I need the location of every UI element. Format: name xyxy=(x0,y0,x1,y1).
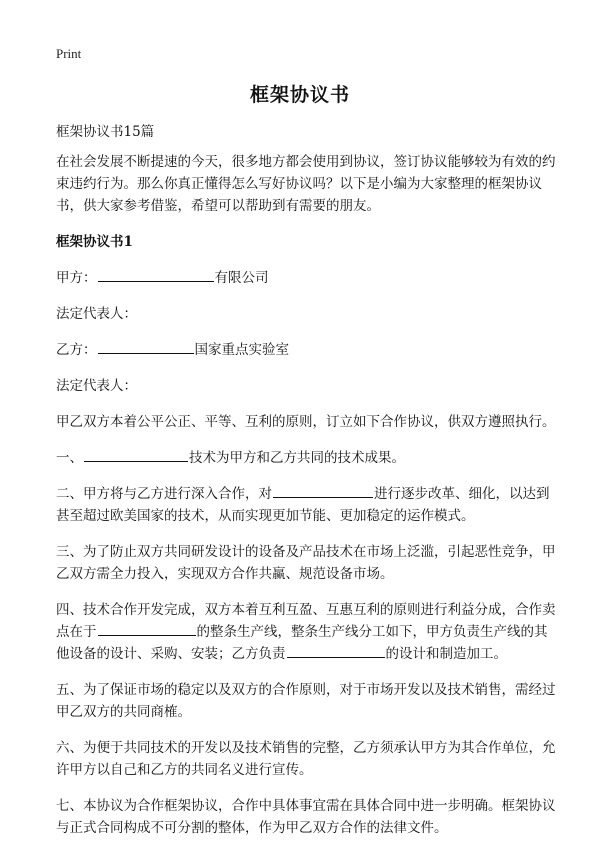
party-b-suffix: 国家重点实验室 xyxy=(194,342,289,358)
clause-6: 六、为便于共同技术的开发以及技术销售的完整，乙方须承认甲方为其合作单位，允许甲方以自己和乙方的共同名义进行宣传。 xyxy=(56,740,556,778)
clause-1-prefix: 一、 xyxy=(56,450,83,466)
clause-4-blank-2 xyxy=(287,643,385,658)
party-b-label: 乙方： xyxy=(56,342,97,358)
intro-paragraph: 在社会发展不断提速的今天，很多地方都会使用到协议，签订协议能够较为有效的约束违约行为。那么你真正懂得怎么写好协议吗？以下是小编为大家整理的框架协议书，供大家参考借鉴，希望可以帮助到有需要的朋友。 xyxy=(56,154,556,214)
clause-4-part3: 的设计和制造加工。 xyxy=(385,646,507,662)
legal-rep-line-b: 法定代表人： xyxy=(56,378,137,394)
clause-1 xyxy=(56,447,556,469)
clause-4-part2: 的整条生产线，整条生产线分工如下，甲方负责生产线的其他设备的设计、采购、安装；乙方负责 xyxy=(56,624,548,662)
party-b-blank xyxy=(98,339,194,354)
document-subtitle: 框架协议书15篇 xyxy=(56,124,155,140)
clause-7: 七、本协议为合作框架协议，合作中具体事宜需在具体合同中进一步明确。框架协议与正式合同构成不可分割的整体，作为甲乙双方合作的法律文件。 xyxy=(56,798,556,836)
clause-1-suffix: 技术为甲方和乙方共同的技术成果。 xyxy=(189,450,405,466)
clause-5: 五、为了保证市场的稳定以及双方的合作原则，对于市场开发以及技术销售，需经过甲乙双方的共同商榷。 xyxy=(56,682,556,720)
clause-4 xyxy=(56,599,556,665)
clause-2-blank xyxy=(273,483,373,498)
party-a-blank xyxy=(98,267,214,282)
clause-2 xyxy=(56,483,556,527)
clause-4-part1: 四、技术合作开发完成，双方本着互利互盈、互惠互利的原则进行利益分成，合作卖点在于 xyxy=(56,602,556,640)
print-link[interactable]: Print xyxy=(56,46,82,61)
clause-4-blank-1 xyxy=(98,621,196,636)
clause-1-blank xyxy=(84,447,188,462)
section-heading: 框架协议书1 xyxy=(56,234,133,250)
party-a-line xyxy=(56,267,556,289)
clause-2-suffix: 进行逐步改革、细化，以达到甚至超过欧美国家的技术，从而实现更加节能、更加稳定的运作模式。 xyxy=(56,486,550,524)
legal-rep-line-a: 法定代表人： xyxy=(56,306,137,322)
party-a-suffix: 有限公司 xyxy=(214,270,269,286)
party-a-label: 甲方： xyxy=(56,270,97,286)
party-b-line xyxy=(56,339,556,361)
preamble-paragraph: 甲乙双方本着公平公正、平等、互利的原则，订立如下合作协议，供双方遵照执行。 xyxy=(56,414,556,430)
document-body xyxy=(56,121,556,853)
page-title: 框架协议书 xyxy=(249,84,350,106)
clause-3: 三、为了防止双方共同研发设计的设备及产品技术在市场上泛滥，引起恶性竞争，甲乙双方需全力投入，实现双方合作共赢、规范设备市场。 xyxy=(56,544,556,582)
clause-2-prefix: 二、甲方将与乙方进行深入合作，对 xyxy=(56,486,272,502)
